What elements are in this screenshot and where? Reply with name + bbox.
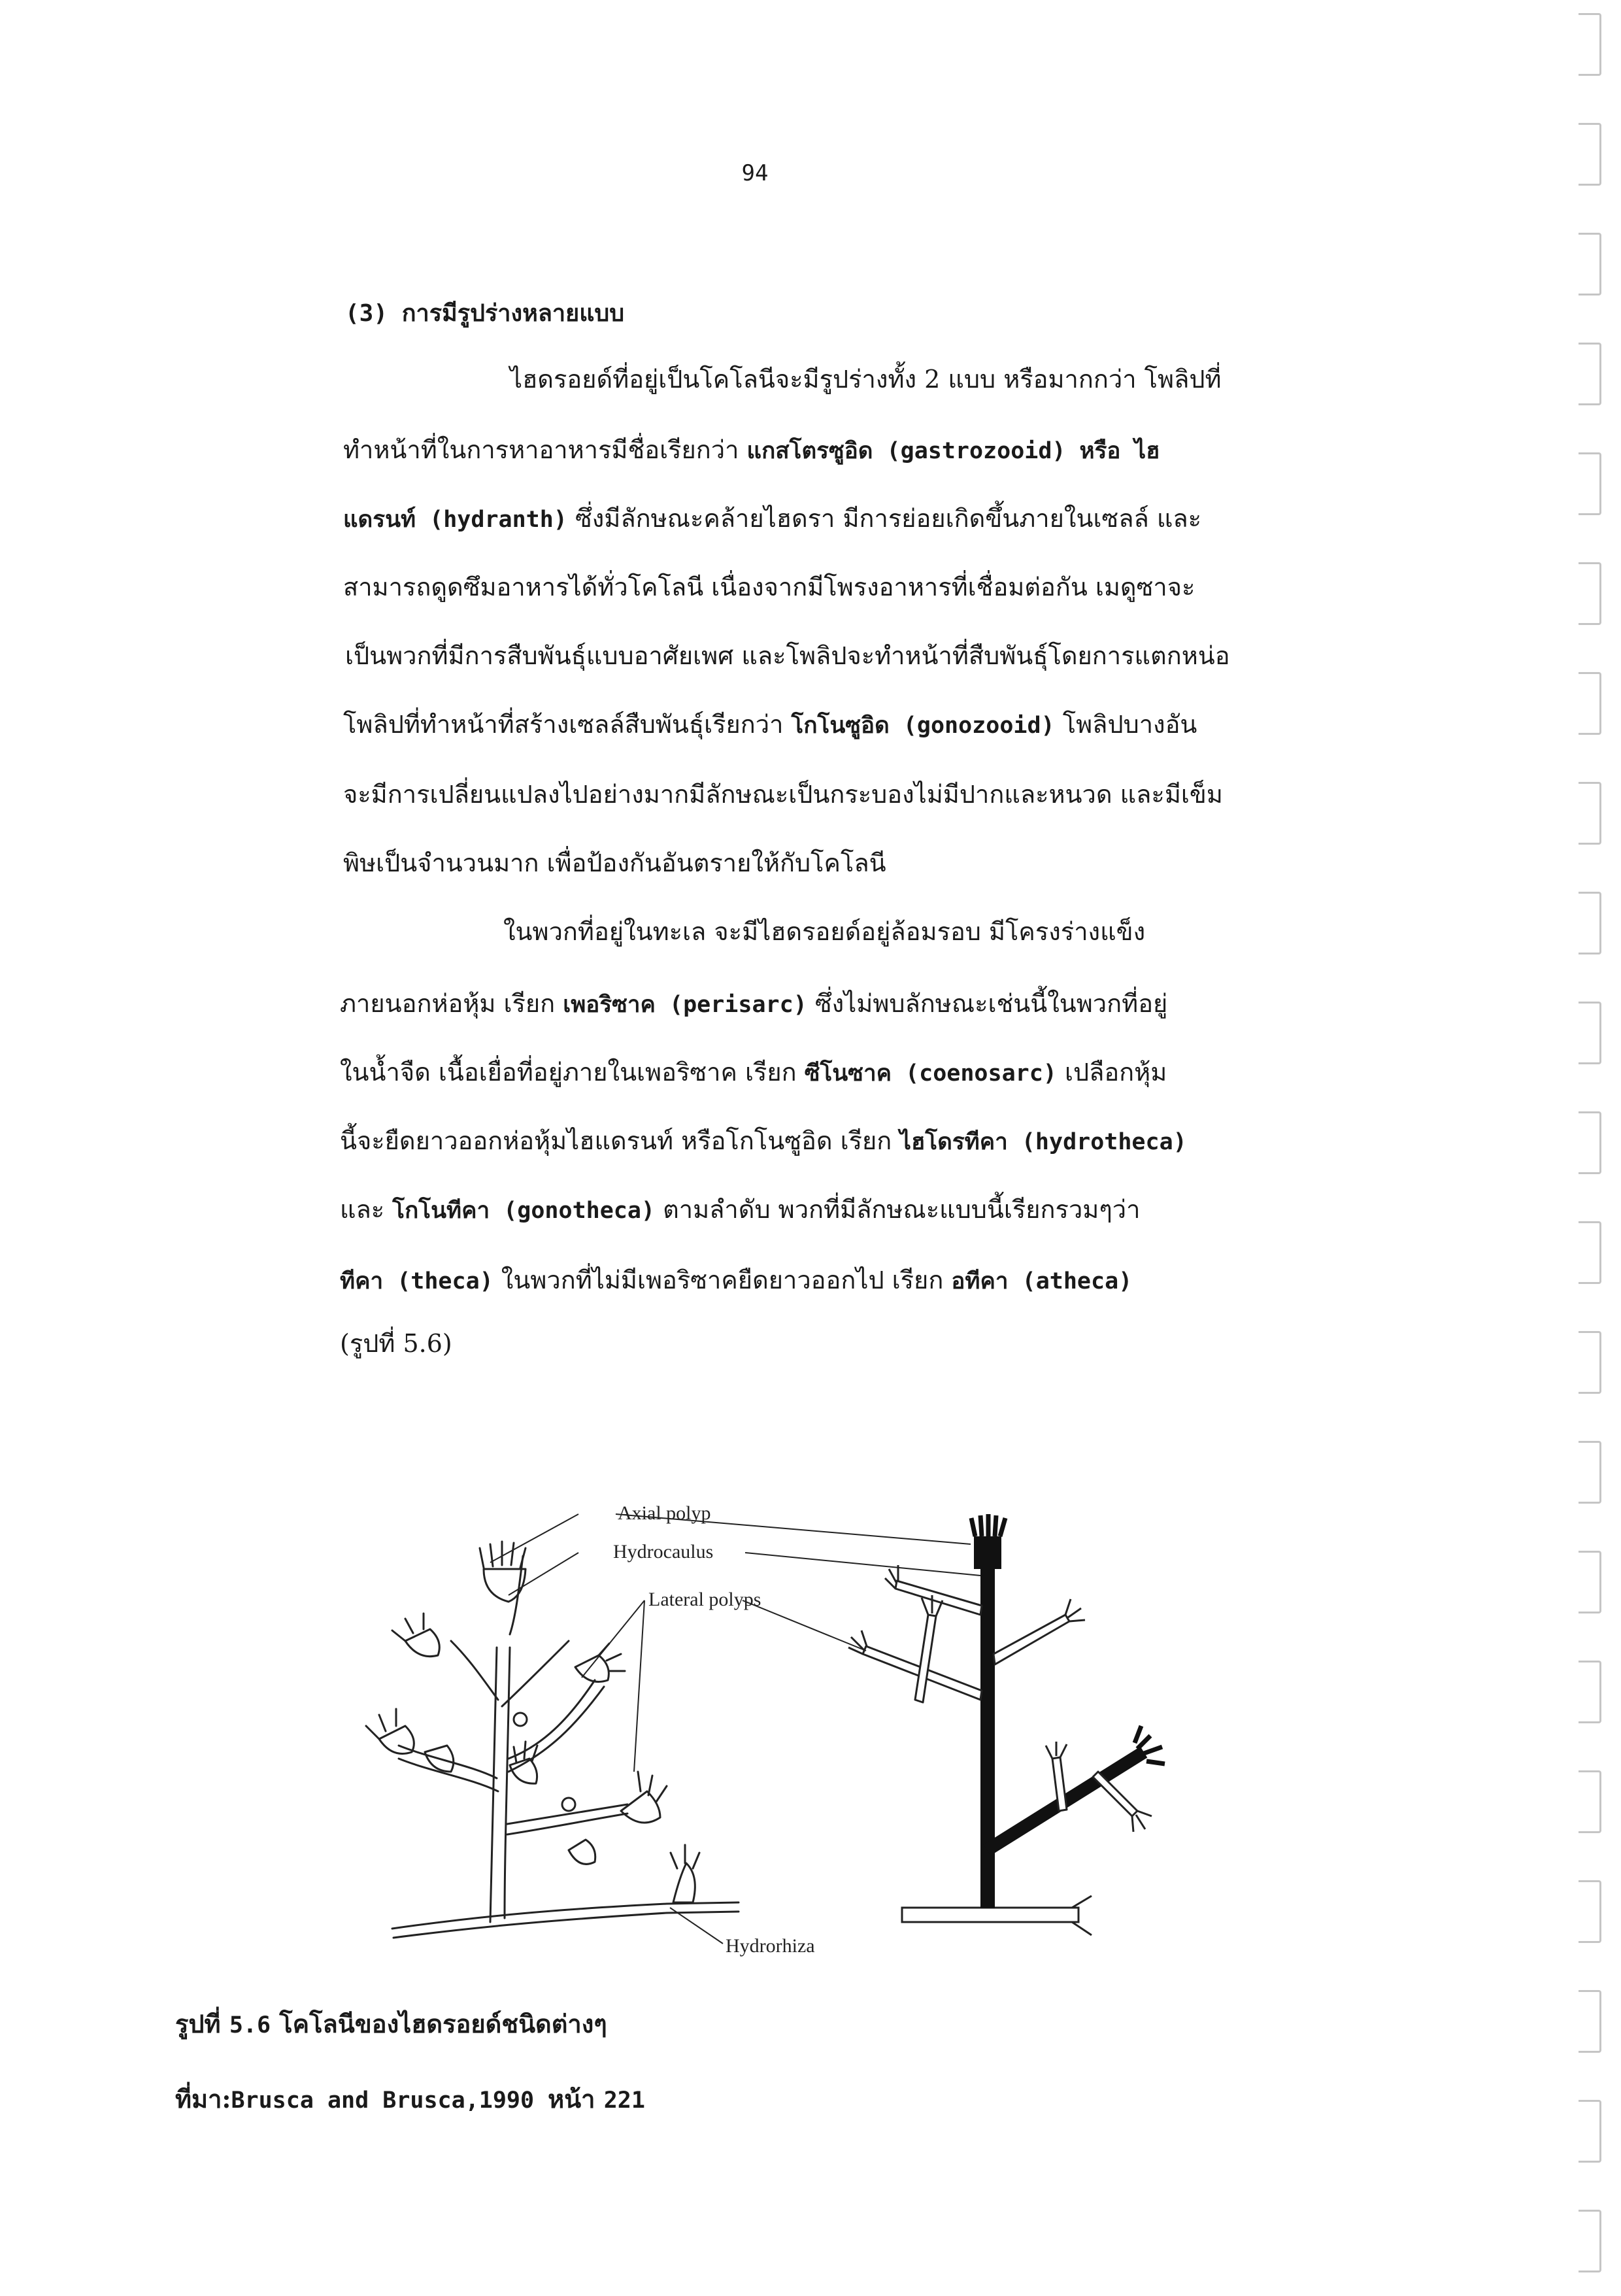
paragraph-1-line-6 [343,708,1197,742]
binding-mark [1579,1661,1601,1723]
text-run: และ [340,1195,393,1224]
text-run: ทำหน้าที่ในการหาอาหารมีชื่อเรียกว่า [343,435,747,464]
binding-mark [1579,452,1601,515]
branch [451,1641,498,1700]
polyp-cup [510,1759,537,1783]
term-perisarc: เพอริซาค (perisarc) [563,992,807,1018]
axial-stem [980,1566,995,1908]
caption-number: 5.6 [229,2012,271,2038]
binding-edge [1579,0,1618,2296]
polyp-tentacles [366,1709,396,1739]
polyp-tentacles [599,1644,625,1671]
paragraph-1-line-7: จะมีการเปลี่ยนแปลงไปอย่างมากมีลักษณะเป็นกระบองไม่มีปากและหนวด และมีเข็ม [343,780,1223,809]
text-run: นี้จะยืดยาวออกห่อหุ้มไฮแดรนท์ หรือโกโนซูอิด เรียก [340,1126,900,1155]
paragraph-2-line-2 [340,987,1167,1021]
binding-mark [1579,1551,1601,1613]
polyp-tentacles [392,1613,424,1641]
gonophore [562,1798,575,1811]
paragraph-2-line-1: ในพวกที่อยู่ในทะเล จะมีไฮดรอยด์อยู่ล้อมรอบ มีโครงร่างแข็ง [503,917,1146,946]
binding-mark [1579,562,1601,625]
term-hydrotheca: ไฮโดรทีคา (hydrotheca) [899,1129,1187,1155]
figure-source [175,2079,645,2119]
polyp-cup [575,1655,609,1682]
source-page-label: หน้า [548,2084,604,2114]
label-hydrocaulus: Hydrocaulus [613,1541,714,1562]
branch [399,1746,498,1791]
paragraph-1-line-2 [343,433,1160,467]
term-gonozooid: โกโนซูอิด (gonozooid) [791,713,1055,739]
term-theca: ทีคา (theca) [340,1268,493,1294]
polyp-cup [569,1840,595,1864]
hydrocaulus-left [490,1647,510,1922]
term-hydranth: แดรนท์ (hydranth) [343,507,567,533]
binding-mark [1579,343,1601,405]
term-gastrozooid: แกสโตรซูอิด (gastrozooid) หรือ ไฮ [746,438,1160,464]
text-run: ในน้ำจืด เนื้อเยื่อที่อยู่ภายในเพอริซาค เรียก [340,1058,805,1087]
paragraph-2-line-5 [340,1193,1140,1227]
lateral-polyp [915,1615,936,1702]
paragraph-2-line-6 [340,1264,1132,1298]
source-citation: Brusca and Brusca,1990 [231,2087,548,2114]
binding-mark [1579,1221,1601,1284]
polyp-cup [621,1791,660,1823]
label-leader-lines [490,1514,980,1944]
hydrorhiza-right [902,1908,1078,1922]
paragraph-2-line-3 [340,1056,1167,1090]
binding-mark [1579,1002,1601,1064]
caption-prefix: รูปที่ [175,2009,229,2038]
figure-caption [175,2004,607,2044]
text-run: ซึ่งไม่พบลักษณะเช่นนี้ในพวกที่อยู่ [807,989,1168,1018]
text-run: เปลือกหุ้ม [1056,1058,1167,1087]
hydroid-colony-diagram [353,1484,1333,1981]
paragraph-1-line-3 [343,502,1201,536]
paragraph-2-line-4 [340,1124,1187,1158]
text-run: ซึ่งมีลักษณะคล้ายไฮดรา มีการย่อยเกิดขึ้นภายในเซลล์ และ [567,504,1202,533]
page-number: 94 [741,160,769,186]
term-gonotheca: โกโนทีคา (gonotheca) [392,1198,655,1224]
text-run: โพลิปบางอัน [1054,710,1197,739]
binding-mark [1579,782,1601,845]
binding-mark [1579,1770,1601,1833]
binding-mark [1579,1111,1601,1174]
caption-text: โคโลนีของไฮดรอยด์ชนิดต่างๆ [271,2009,607,2038]
text-run: ตามลำดับ พวกที่มีลักษณะแบบนี้เรียกรวมๆว่า [655,1195,1141,1224]
binding-mark [1579,13,1601,76]
source-page: 221 [603,2087,645,2114]
binding-mark [1579,1880,1601,1943]
source-prefix: ที่มา: [175,2084,231,2114]
binding-mark [1579,672,1601,735]
figure-reference: (รูปที่ 5.6) [340,1329,452,1358]
gonophore [514,1713,527,1726]
label-hydrorhiza: Hydrorhiza [726,1935,815,1957]
lateral-polyp [994,1615,1069,1664]
binding-mark [1579,1331,1601,1394]
binding-mark [1579,233,1601,295]
label-lateral-polyps: Lateral polyps [648,1589,761,1610]
branch [507,1804,627,1834]
binding-mark [1579,123,1601,186]
hydroid-colony-figure [353,1484,1333,1981]
binding-mark [1579,2210,1601,2272]
binding-mark [1579,892,1601,954]
polyp-tentacles [480,1542,526,1568]
text-run: โพลิปที่ทำหน้าที่สร้างเซลล์สืบพันธุ์เรียกว่า [343,710,792,739]
binding-mark [1579,2100,1601,2163]
polyp-cup [405,1629,439,1657]
text-run: ภายนอกห่อหุ้ม เรียก [340,989,563,1018]
branch [502,1641,569,1706]
term-coenosarc: ซีโนซาค (coenosarc) [804,1060,1057,1087]
lateral-polyp [1093,1772,1137,1816]
label-axial-polyp: Axial polyp [618,1502,711,1524]
paragraph-1-line-4: สามารถดูดซึมอาหารได้ทั่วโคโลนี เนื่องจากมีโพรงอาหารที่เชื่อมต่อกัน เมดูซาจะ [343,573,1195,601]
text-run: ในพวกที่ไม่มีเพอริซาคยืดยาวออกไป เรียก [493,1266,952,1294]
section-heading: (3) การมีรูปร่างหลายแบบ [345,300,625,327]
axial-polyp [974,1536,1001,1569]
paragraph-1-line-1: ไฮดรอยด์ที่อยู่เป็นโคโลนีจะมีรูปร่างทั้ง 2 แบบ หรือมากกว่า โพลิปที่ [510,365,1222,394]
paragraph-1-line-5: เป็นพวกที่มีการสืบพันธุ์แบบอาศัยเพศ และโพลิปจะทำหน้าที่สืบพันธุ์โดยการแตกหน่อ [345,641,1230,670]
paragraph-1-line-8: พิษเป็นจำนวนมาก เพื่อป้องกันอันตรายให้กับโคโลนี [343,849,886,877]
schematic-colony [848,1514,1165,1935]
axial-polyp-tentacles [971,1514,1005,1536]
term-atheca: อทีคา (atheca) [951,1268,1133,1294]
hydrorhiza-left [392,1902,739,1938]
binding-mark [1579,1990,1601,2053]
lateral-polyps [848,1565,1152,1832]
binding-mark [1579,1441,1601,1504]
